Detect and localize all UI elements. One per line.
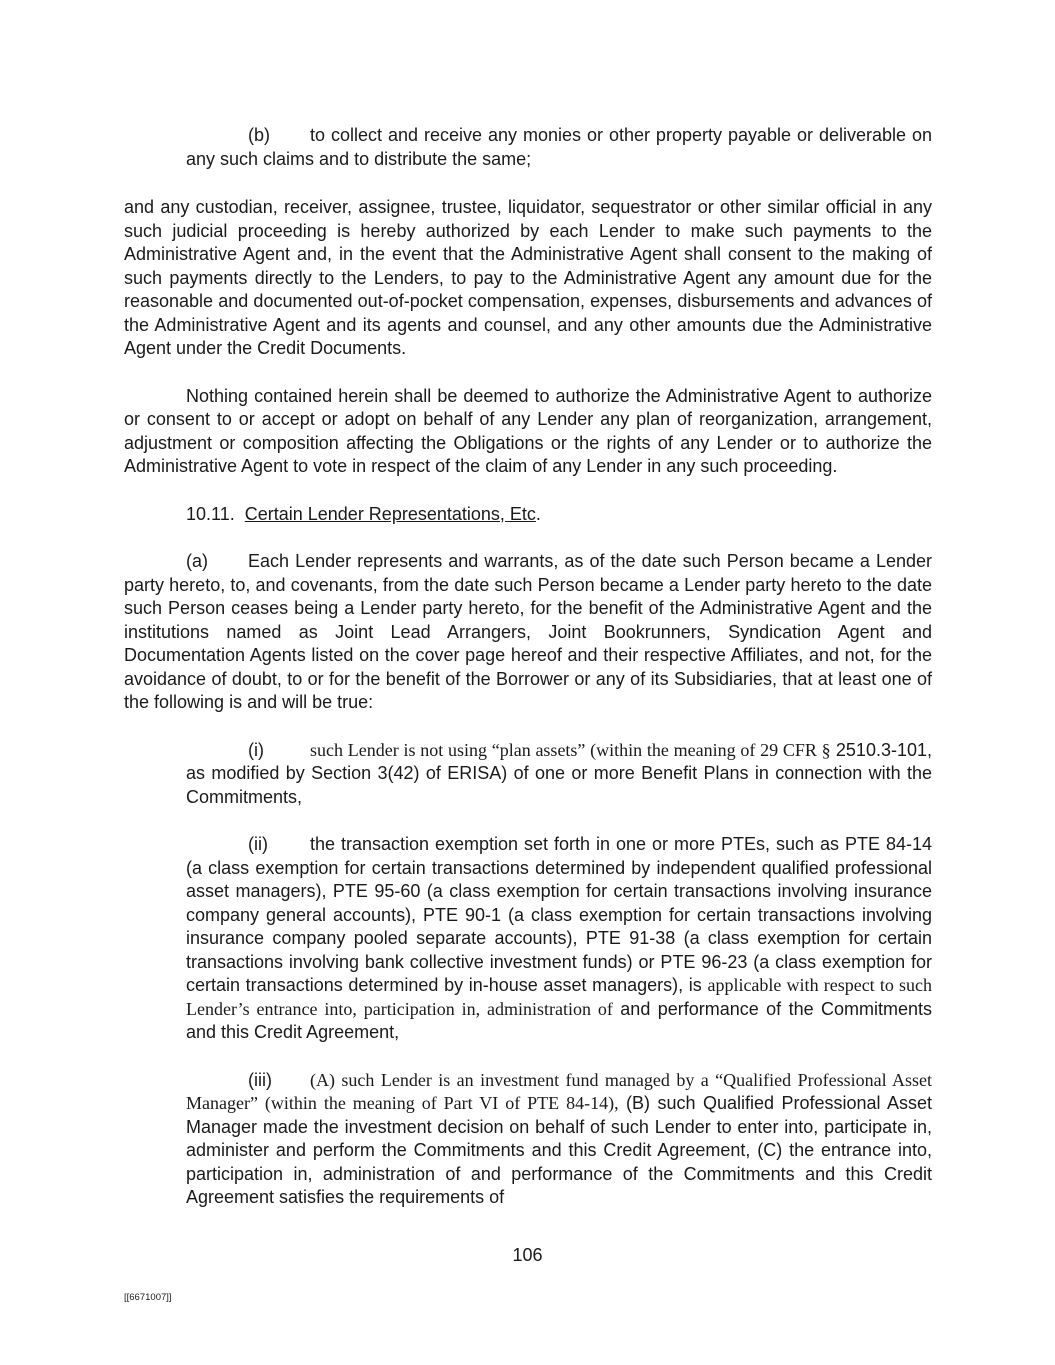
paragraph-a <box>124 550 932 715</box>
paragraph-nothing-contained: Nothing contained herein shall be deemed to authorize the Administrative Agent to authorize or consent to or accept or adopt on behalf of any Lender any plan of reorganization, arrangement, adjustment or composition affecting the Obligations or the rights of any Lender or to authorize the Administrative Agent to vote in respect of the claim of any Lender in any such proceeding. <box>124 385 932 476</box>
paragraph-i-text: 2510.3-101, as modified by Section 3(42) of ERISA) of one or more Benefit Plans in connection with the Commitments, <box>186 739 932 807</box>
page-number: 106 <box>512 1245 543 1265</box>
paragraph-i-label: (i) <box>248 739 264 760</box>
paragraph-b-label: (b) <box>248 125 270 145</box>
document-page <box>124 124 932 1210</box>
document-id: [[6671007]] <box>124 1292 172 1303</box>
paragraph-iii-text-serif: (A) such Lender is an investment fund managed by a “Qualified Professional Asset Manager” (within the meaning of Part VI of PTE 84-14), <box>186 1069 932 1113</box>
paragraph-custodian: and any custodian, receiver, assignee, trustee, liquidator, sequestrator or other similar official in any such judicial proceeding is hereby authorized by each Lender to make such payments to the Administrative Agent and, in the event that the Administrative Agent shall consent to the making of such payments directly to the Lenders, to pay to the Administrative Agent any amount due for the reasonable and documented out-of-pocket compensation, expenses, disbursements and advances of the Administrative Agent and its agents and counsel, and any other amounts due the Administrative Agent under the Credit Documents. <box>124 197 932 358</box>
paragraph-iii-label: (iii) <box>248 1069 272 1090</box>
section-title: Certain Lender Representations, Etc <box>244 503 536 524</box>
paragraph-ii-label: (ii) <box>248 834 268 854</box>
paragraph-a-text: Each Lender represents and warrants, as of the date such Person became a Lender party hereto, to, and covenants, from the date such Person became a Lender party hereto to the date such Person ceases being a Lender party hereto, for the benefit of the Administrative Agent and the institutions named as Joint Lead Arrangers, Joint Bookrunners, Syndication Agent and Documentation Agents listed on the cover page hereof and their respective Affiliates, and not, for the avoidance of doubt, to or for the benefit of the Borrower or any of its Subsidiaries, that at least one of the following is and will be true: <box>124 551 932 712</box>
paragraph-iii <box>186 1069 932 1210</box>
paragraph-i-text-serif: such Lender is not using “plan assets” (within the meaning of 29 CFR § <box>310 739 831 760</box>
paragraph-a-label: (a) <box>186 551 208 571</box>
paragraph-ii-text-end: and performance of the Commitments and this Credit Agreement, <box>186 998 932 1042</box>
paragraph-ii-text: the transaction exemption set forth in one or more PTEs, such as PTE 84-14 (a class exemption for certain transactions determined by independent qualified professional asset managers), PTE 95-60 (a class exemption for certain transactions involving insurance company general accounts), PTE 90-1 (a class exemption for certain transactions involving insurance company pooled separate accounts), PTE 91-38 (a class exemption for certain transactions involving bank collective investment funds) or PTE 96-23 (a class exemption for certain transactions determined by in-house asset managers), is <box>186 834 932 995</box>
section-heading <box>124 503 932 527</box>
paragraph-ii-text-serif: applicable with respect to such Lender’s entrance into, participation in, administration of <box>186 975 932 1019</box>
paragraph-b <box>186 124 932 171</box>
paragraph-i <box>186 739 932 810</box>
paragraph-ii <box>186 833 932 1045</box>
paragraph-iii-text: (B) such Qualified Professional Asset Manager made the investment decision on behalf of such Lender to enter into, participate in, administer and perform the Commitments and this Credit Agreement, (C) the entrance into, participation in, administration of and performance of the Commitments and this Credit Agreement satisfies the requirements of <box>186 1093 932 1207</box>
paragraph-b-text: to collect and receive any monies or other property payable or deliverable on any such claims and to distribute the same; <box>186 125 932 169</box>
section-title-period: . <box>535 503 541 524</box>
section-number: 10.11. <box>186 503 235 524</box>
